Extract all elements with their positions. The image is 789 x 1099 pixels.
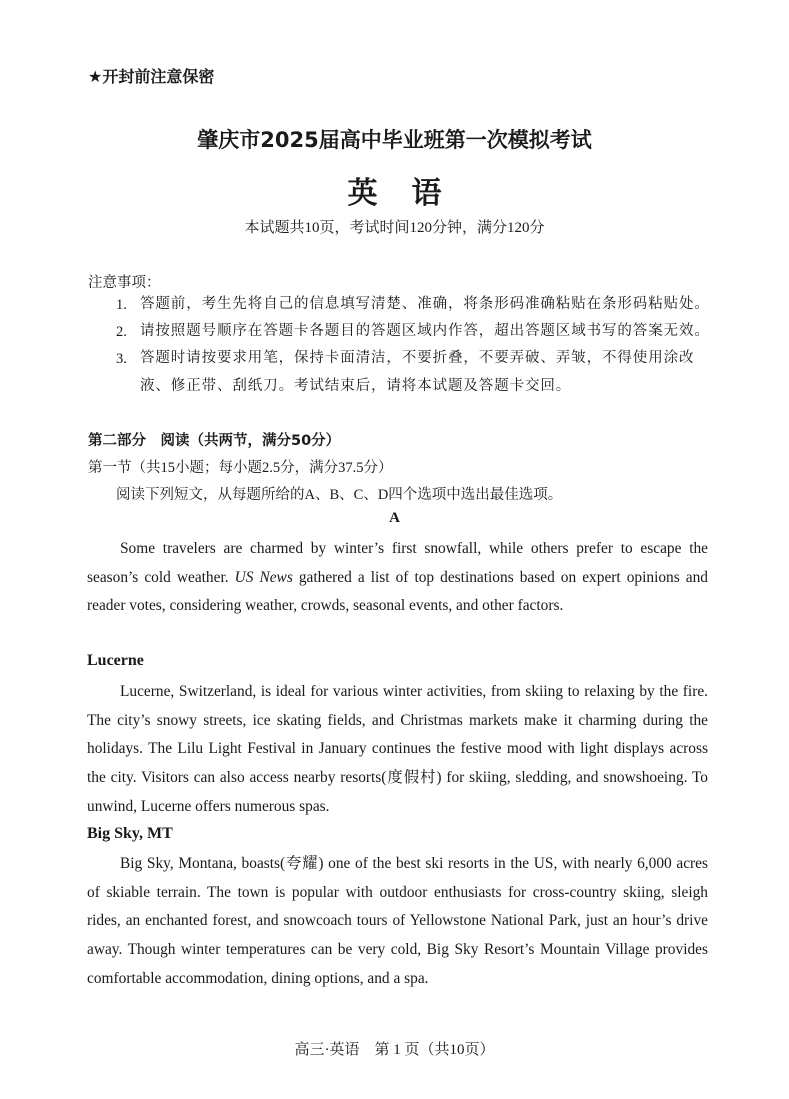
notice-item-number: 1.: [116, 297, 127, 313]
section-heading: 第一节（共15小题；每小题2.5分，满分37.5分）: [88, 460, 393, 476]
section-text-big-sky: Big Sky, Montana, boasts(夸耀) one of the best ski resorts in the US, with nearly 6,000 acres of skiable terrain. The town is popular with outdoor enthusiasts for cross-country skiing, sleigh rides, an enchanted forest, and snowcoach tours of Yellowstone National Park, just an hour’s drive away. Though winter temperatures can be very cold, Big Sky Resort’s Mountain Village provides comfortable accommodation, dining options, and a spa.: [87, 855, 708, 987]
notice-item-text: 请按照题号顺序在答题卡各题目的答题区域内作答，超出答题区域书写的答案无效。: [140, 323, 710, 339]
notice-item-number: 3.: [116, 351, 127, 367]
exam-info: 本试题共10页，考试时间120分钟，满分120分: [244, 220, 545, 236]
subject-title: 英语: [347, 176, 476, 211]
confidential-notice: ★开封前注意保密: [88, 67, 215, 86]
part-heading: 第二部分 阅读（共两节，满分50分）: [88, 433, 341, 449]
publication-name: US News: [234, 568, 293, 586]
exam-title: 肇庆市2025届高中毕业班第一次模拟考试: [197, 128, 592, 152]
passage-label: A: [389, 510, 400, 526]
section-text-lucerne: Lucerne, Switzerland, is ideal for various winter activities, from skiing to relaxing by the fire. The city’s snowy streets, ice skating fields, and Christmas markets make it charming during the holidays. The Lilu Light Festival in January continues the festive mood with light displays across the city. Visitors can also access nearby resorts(度假村) for skiing, sledding, and snowshoeing. To unwind, Lucerne offers numerous spas.: [87, 683, 708, 815]
intro-text-start: Some travelers are charmed by winter’s first snowfall, while others prefer to escape the season’s cold weather.: [87, 540, 708, 586]
intro-text-end: gathered a list of top destinations based on expert opinions and reader votes, considering weather, crowds, seasonal events, and other factors.: [87, 568, 708, 615]
section-heading-lucerne: Lucerne: [87, 652, 144, 669]
page-footer: 高三·英语 第 1 页（共10页）: [294, 1042, 495, 1058]
notice-item-text: 答题前，考生先将自己的信息填写清楚、准确，将条形码准确粘贴在条形码粘贴处。: [140, 296, 710, 312]
notice-item-text: 答题时请按要求用笔，保持卡面清洁，不要折叠，不要弄破、弄皱，不得使用涂改液、修正带、刮纸刀。考试结束后，请将本试题及答题卡交回。: [140, 350, 695, 394]
reading-instruction: 阅读下列短文，从每题所给的A、B、C、D四个选项中选出最佳选项。: [116, 487, 563, 503]
passage-intro: [87, 535, 708, 621]
notice-item-number: 2.: [116, 324, 127, 340]
notice-heading: 注意事项：: [88, 275, 161, 291]
section-heading-big-sky: Big Sky, MT: [87, 825, 173, 842]
